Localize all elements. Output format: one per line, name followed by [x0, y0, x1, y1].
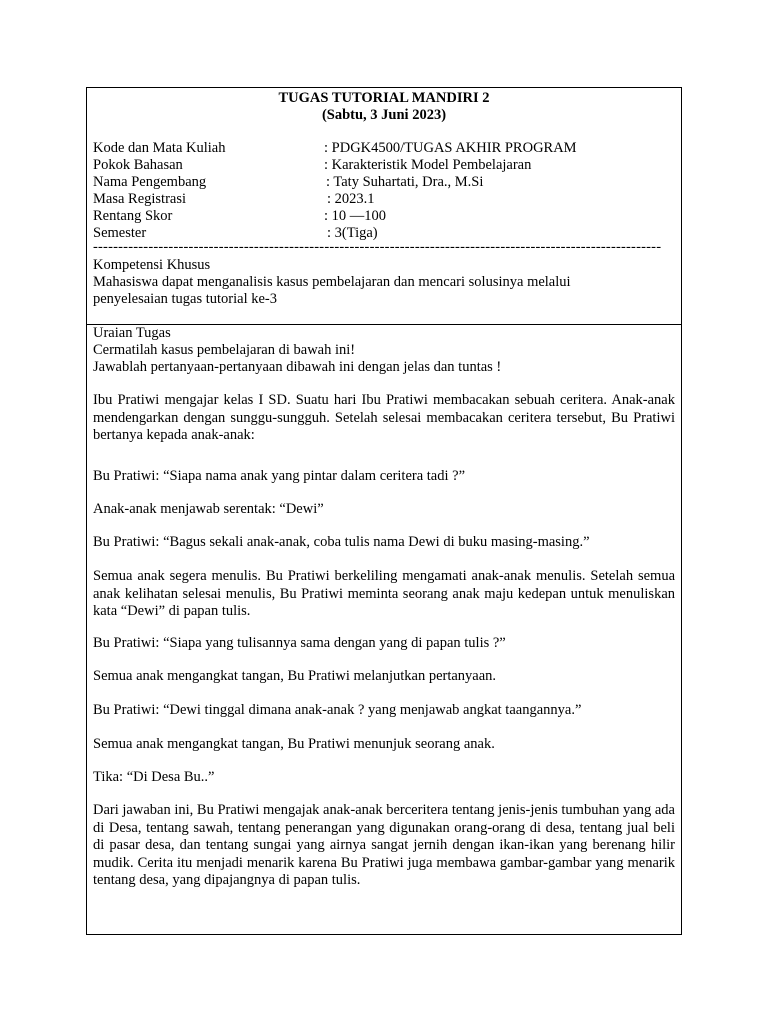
- info-value-semester: : 3(Tiga): [327, 225, 378, 241]
- info-label-semester: Semester: [93, 225, 147, 241]
- document-frame: [86, 87, 682, 935]
- document-title: TUGAS TUTORIAL MANDIRI 2: [278, 90, 490, 106]
- info-label-developer: Nama Pengembang: [93, 174, 207, 190]
- document-date: (Sabtu, 3 Juni 2023): [321, 107, 447, 123]
- case-paragraph-2: Semua anak segera menulis. Bu Pratiwi berkeliling mengamati anak-anak menulis. Setelah semua anak kelihatan selesai menulis, Bu Pratiwi meminta seorang anak maju kedepan untuk menuliskan kata “Dewi” di papan tulis.: [93, 568, 675, 619]
- case-paragraph-3: Semua anak mengangkat tangan, Bu Pratiwi melanjutkan pertanyaan.: [93, 668, 497, 684]
- case-paragraph-4: Semua anak mengangkat tangan, Bu Pratiwi menunjuk seorang anak.: [93, 736, 495, 752]
- uraian-instruction-1: Cermatilah kasus pembelajaran di bawah ini!: [93, 342, 356, 358]
- kompetensi-line-1: Mahasiswa dapat menganalisis kasus pembelajaran dan mencari solusinya melalui: [93, 274, 571, 290]
- case-paragraph-5: Dari jawaban ini, Bu Pratiwi mengajak anak-anak berceritera tentang jenis-jenis tumbuhan yang ada di Desa, tentang sawah, tentang penerangan yang digunakan orang-orang di desa, tentang jual beli di pasar desa, dan tentang sungai yang airnya sangat jernih dengan ikan-ikan yang berenang hilir mudik. Cerita itu menjadi menarik karena Bu Pratiwi juga membawa gambar-gambar yang menarik tentang desa, yang dipajangnya di papan tulis.: [93, 802, 675, 888]
- info-label-score-range: Rentang Skor: [93, 208, 173, 224]
- case-dialogue-2: Anak-anak menjawab serentak: “Dewi”: [93, 501, 324, 517]
- case-dialogue-6: Tika: “Di Desa Bu..”: [93, 769, 215, 785]
- case-dialogue-4: Bu Pratiwi: “Siapa yang tulisannya sama dengan yang di papan tulis ?”: [93, 635, 506, 651]
- info-value-course: : PDGK4500/TUGAS AKHIR PROGRAM: [324, 140, 577, 156]
- info-label-topic: Pokok Bahasan: [93, 157, 183, 173]
- case-dialogue-1: Bu Pratiwi: “Siapa nama anak yang pintar dalam ceritera tadi ?”: [93, 468, 466, 484]
- case-paragraph-1: Ibu Pratiwi mengajar kelas I SD. Suatu hari Ibu Pratiwi membacakan sebuah ceritera. Anak-anak mendengarkan dengan sunggu-sungguh. Setelah selesai membacakan ceritera tersebut, Bu Pratiwi bertanya kepada anak-anak:: [93, 392, 675, 443]
- kompetensi-heading: Kompetensi Khusus: [93, 257, 211, 273]
- info-value-developer: : Taty Suhartati, Dra., M.Si: [326, 174, 484, 190]
- info-value-topic: : Karakteristik Model Pembelajaran: [324, 157, 532, 173]
- uraian-heading: Uraian Tugas: [93, 325, 171, 341]
- info-value-registration: : 2023.1: [327, 191, 375, 207]
- case-dialogue-3: Bu Pratiwi: “Bagus sekali anak-anak, coba tulis nama Dewi di buku masing-masing.”: [93, 534, 590, 550]
- section-divider: [87, 324, 681, 325]
- case-dialogue-5: Bu Pratiwi: “Dewi tinggal dimana anak-anak ? yang menjawab angkat taangannya.”: [93, 702, 582, 718]
- kompetensi-line-2: penyelesaian tugas tutorial ke-3: [93, 291, 278, 307]
- uraian-instruction-2: Jawablah pertanyaan-pertanyaan dibawah ini dengan jelas dan tuntas !: [93, 359, 502, 375]
- info-label-course: Kode dan Mata Kuliah: [93, 140, 226, 156]
- separator-line: -----------------------------------------------------------------------------------------------------------------: [93, 239, 662, 255]
- info-label-registration: Masa Registrasi: [93, 191, 187, 207]
- info-value-score-range: : 10 —100: [324, 208, 387, 224]
